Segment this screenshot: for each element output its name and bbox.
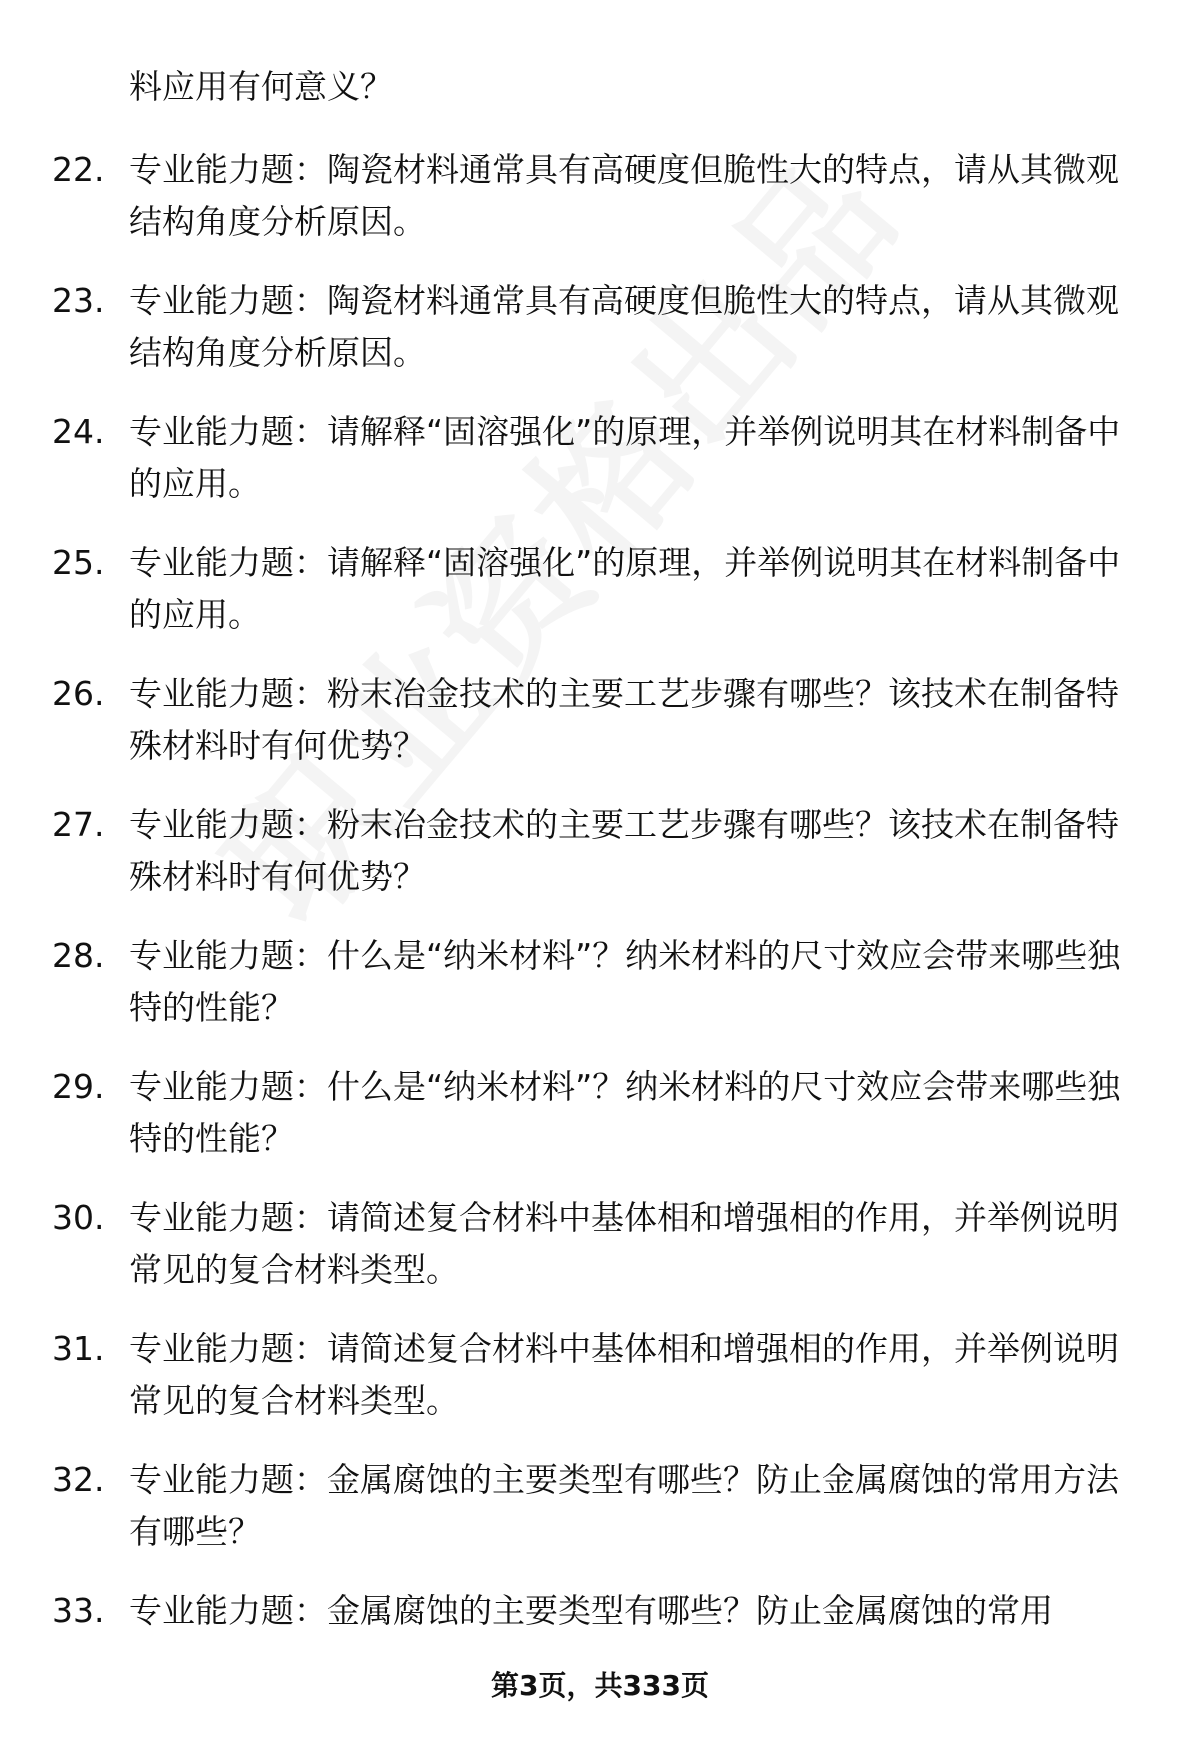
item-number: 23. xyxy=(52,281,105,320)
item-number: 32. xyxy=(52,1460,105,1499)
item-text: 专业能力题：金属腐蚀的主要类型有哪些？防止金属腐蚀的常用 xyxy=(129,1591,1053,1630)
item-text: 专业能力题：陶瓷材料通常具有高硬度但脆性大的特点，请从其微观结构角度分析原因。 xyxy=(129,150,1119,241)
item-number: 25. xyxy=(52,543,105,582)
page-footer: 第3页，共333页 xyxy=(491,1669,709,1702)
item-text: 专业能力题：请简述复合材料中基体相和增强相的作用，并举例说明常见的复合材料类型。 xyxy=(129,1329,1119,1420)
item-number: 24. xyxy=(52,412,105,451)
continuation-text: 料应用有何意义？ xyxy=(129,67,393,106)
item-text: 专业能力题：请解释“固溶强化”的原理，并举例说明其在材料制备中的应用。 xyxy=(129,543,1121,634)
item-number: 30. xyxy=(52,1198,105,1237)
item-number: 22. xyxy=(52,150,105,189)
item-number: 27. xyxy=(52,805,105,844)
item-text: 专业能力题：陶瓷材料通常具有高硬度但脆性大的特点，请从其微观结构角度分析原因。 xyxy=(129,281,1119,372)
item-text: 专业能力题：粉末冶金技术的主要工艺步骤有哪些？该技术在制备特殊材料时有何优势？ xyxy=(129,805,1119,896)
item-text: 专业能力题：什么是“纳米材料”？纳米材料的尺寸效应会带来哪些独特的性能？ xyxy=(129,1067,1121,1158)
item-text: 专业能力题：粉末冶金技术的主要工艺步骤有哪些？该技术在制备特殊材料时有何优势？ xyxy=(129,674,1119,765)
item-number: 31. xyxy=(52,1329,105,1368)
item-text: 专业能力题：请解释“固溶强化”的原理，并举例说明其在材料制备中的应用。 xyxy=(129,412,1121,503)
item-text: 专业能力题：请简述复合材料中基体相和增强相的作用，并举例说明常见的复合材料类型。 xyxy=(129,1198,1119,1289)
item-number: 28. xyxy=(52,936,105,975)
item-number: 29. xyxy=(52,1067,105,1106)
item-text: 专业能力题：什么是“纳米材料”？纳米材料的尺寸效应会带来哪些独特的性能？ xyxy=(129,936,1121,1027)
item-text: 专业能力题：金属腐蚀的主要类型有哪些？防止金属腐蚀的常用方法有哪些？ xyxy=(129,1460,1119,1551)
item-number: 33. xyxy=(52,1591,105,1630)
item-number: 26. xyxy=(52,674,105,713)
